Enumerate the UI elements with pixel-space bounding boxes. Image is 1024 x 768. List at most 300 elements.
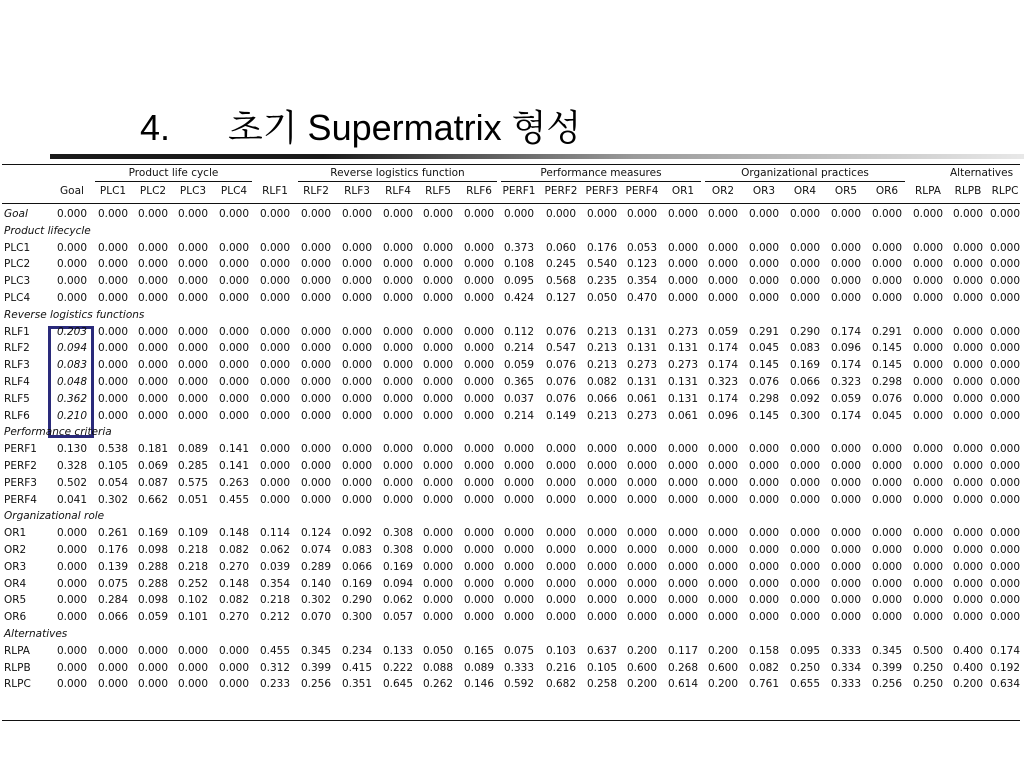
row-label: PLC1 [4, 241, 31, 254]
table-cell: 0.000 [382, 325, 414, 338]
table-cell: 0.000 [341, 443, 373, 456]
table-cell: 0.000 [952, 208, 984, 220]
table-cell: 0.000 [871, 208, 903, 220]
row-label: RLF6 [4, 409, 30, 422]
table-cell: 0.645 [382, 678, 414, 691]
table-cell: 0.000 [707, 527, 739, 540]
table-cell: 0.000 [871, 292, 903, 304]
table-cell: 0.000 [422, 544, 454, 556]
table-cell: 0.000 [503, 493, 535, 506]
table-cell: 0.284 [97, 594, 129, 607]
table-cell: 0.000 [463, 392, 495, 405]
row-label: RLPA [4, 644, 30, 657]
table-cell: 0.158 [748, 644, 780, 657]
table-cell: 0.066 [97, 611, 129, 624]
table-cell: 0.000 [177, 661, 209, 674]
table-cell: 0.000 [667, 611, 699, 624]
table-cell: 0.000 [830, 493, 862, 506]
group-header: Product life cycle [128, 167, 219, 179]
column-header: OR5 [834, 185, 858, 197]
table-cell: 0.000 [989, 258, 1021, 271]
table-cell: 0.000 [382, 208, 414, 220]
table-cell: 0.000 [382, 292, 414, 304]
table-cell: 0.300 [789, 409, 821, 422]
table-cell: 0.000 [586, 460, 618, 472]
table-cell: 0.000 [952, 258, 984, 271]
table-cell: 0.000 [871, 544, 903, 556]
table-cell: 0.000 [422, 527, 454, 540]
table-cell: 0.181 [137, 443, 169, 456]
table-cell: 0.213 [586, 409, 618, 422]
table-cell: 0.000 [748, 577, 780, 590]
table-cell: 0.222 [382, 661, 414, 674]
table-cell: 0.302 [300, 594, 332, 607]
column-header: Goal [60, 185, 84, 197]
table-cell: 0.000 [707, 611, 739, 624]
table-cell: 0.592 [503, 678, 535, 691]
table-cell: 0.000 [422, 460, 454, 472]
table-cell: 0.000 [871, 611, 903, 624]
table-cell: 0.145 [871, 342, 903, 355]
table-cell: 0.575 [177, 476, 209, 489]
table-cell: 0.000 [748, 241, 780, 254]
table-cell: 0.000 [56, 594, 88, 607]
table-cell: 0.000 [300, 342, 332, 355]
table-cell: 0.000 [545, 611, 577, 624]
table-cell: 0.000 [56, 292, 88, 304]
column-header: RLF1 [262, 185, 288, 197]
table-cell: 0.174 [830, 359, 862, 372]
table-cell: 0.060 [545, 241, 577, 254]
table-cell: 0.000 [300, 258, 332, 271]
table-cell: 0.761 [748, 678, 780, 691]
row-label: RLF5 [4, 392, 30, 405]
table-cell: 0.000 [341, 325, 373, 338]
table-cell: 0.050 [422, 644, 454, 657]
table-cell: 0.000 [952, 292, 984, 304]
table-cell: 0.000 [422, 359, 454, 372]
table-cell: 0.096 [707, 409, 739, 422]
table-cell: 0.000 [259, 275, 291, 288]
column-header: RLF6 [466, 185, 492, 197]
table-cell: 0.101 [177, 611, 209, 624]
table-cell: 0.000 [830, 611, 862, 624]
column-header: RLF3 [344, 185, 370, 197]
row-label: Goal [4, 208, 28, 220]
table-cell: 0.000 [789, 560, 821, 573]
table-cell: 0.000 [707, 258, 739, 271]
title-divider [50, 154, 1024, 159]
table-cell: 0.000 [300, 241, 332, 254]
row-label: RLF1 [4, 325, 30, 338]
table-cell: 0.000 [586, 611, 618, 624]
table-cell: 0.000 [912, 325, 944, 338]
table-cell: 0.000 [952, 241, 984, 254]
table-cell: 0.000 [259, 409, 291, 422]
table-cell: 0.000 [463, 443, 495, 456]
table-cell: 0.000 [789, 611, 821, 624]
table-cell: 0.000 [463, 208, 495, 220]
table-cell: 0.000 [341, 258, 373, 271]
table-cell: 0.000 [830, 241, 862, 254]
table-cell: 0.400 [952, 661, 984, 674]
table-cell: 0.000 [789, 476, 821, 489]
table-cell: 0.000 [989, 208, 1021, 220]
table-cell: 0.174 [830, 409, 862, 422]
table-cell: 0.000 [789, 527, 821, 540]
table-cell: 0.000 [667, 493, 699, 506]
table-cell: 0.000 [912, 493, 944, 506]
table-cell: 0.146 [463, 678, 495, 691]
table-cell: 0.000 [300, 409, 332, 422]
table-cell: 0.415 [341, 661, 373, 674]
table-cell: 0.092 [341, 527, 373, 540]
table-cell: 0.000 [177, 208, 209, 220]
table-cell: 0.000 [422, 376, 454, 388]
table-cell: 0.273 [667, 325, 699, 338]
table-cell: 0.000 [912, 208, 944, 220]
table-cell: 0.000 [177, 342, 209, 355]
column-header: RLPC [991, 185, 1019, 197]
group-header: Alternatives [950, 167, 1014, 179]
table-cell: 0.203 [56, 325, 88, 338]
column-header: RLF2 [303, 185, 329, 197]
table-cell: 0.333 [503, 661, 535, 674]
table-cell: 0.000 [748, 527, 780, 540]
table-cell: 0.088 [422, 661, 454, 674]
table-cell: 0.273 [626, 409, 658, 422]
table-cell: 0.000 [545, 577, 577, 590]
table-cell: 0.000 [341, 376, 373, 388]
table-cell: 0.000 [97, 258, 129, 271]
table-cell: 0.256 [300, 678, 332, 691]
table-cell: 0.000 [300, 460, 332, 472]
table-cell: 0.076 [871, 392, 903, 405]
table-cell: 0.076 [545, 376, 577, 388]
table-cell: 0.045 [871, 409, 903, 422]
table-cell: 0.682 [545, 678, 577, 691]
table-cell: 0.214 [503, 409, 535, 422]
table-cell: 0.000 [382, 275, 414, 288]
table-cell: 0.200 [952, 678, 984, 691]
table-cell: 0.000 [503, 594, 535, 607]
table-cell: 0.000 [341, 460, 373, 472]
table-cell: 0.000 [56, 241, 88, 254]
table-cell: 0.000 [177, 678, 209, 691]
table-cell: 0.547 [545, 342, 577, 355]
table-cell: 0.000 [218, 292, 250, 304]
table-cell: 0.000 [300, 392, 332, 405]
table-cell: 0.083 [789, 342, 821, 355]
table-cell: 0.000 [626, 527, 658, 540]
table-cell: 0.000 [667, 594, 699, 607]
table-cell: 0.000 [97, 376, 129, 388]
table-cell: 0.000 [667, 544, 699, 556]
table-cell: 0.000 [707, 241, 739, 254]
table-cell: 0.000 [382, 342, 414, 355]
table-cell: 0.066 [341, 560, 373, 573]
table-cell: 0.000 [952, 544, 984, 556]
table-cell: 0.062 [259, 544, 291, 556]
table-cell: 0.050 [586, 292, 618, 304]
table-cell: 0.000 [56, 644, 88, 657]
table-cell: 0.000 [300, 493, 332, 506]
table-cell: 0.000 [952, 376, 984, 388]
table-cell: 0.000 [707, 493, 739, 506]
table-cell: 0.000 [463, 359, 495, 372]
table-cell: 0.076 [545, 392, 577, 405]
table-cell: 0.300 [341, 611, 373, 624]
table-cell: 0.066 [586, 392, 618, 405]
table-cell: 0.000 [748, 493, 780, 506]
table-cell: 0.000 [545, 476, 577, 489]
table-cell: 0.000 [626, 476, 658, 489]
table-cell: 0.000 [789, 460, 821, 472]
table-cell: 0.000 [341, 275, 373, 288]
table-cell: 0.000 [137, 661, 169, 674]
table-cell: 0.000 [503, 443, 535, 456]
table-cell: 0.000 [707, 443, 739, 456]
table-cell: 0.082 [218, 544, 250, 556]
table-cell: 0.000 [912, 359, 944, 372]
table-cell: 0.000 [748, 594, 780, 607]
table-cell: 0.000 [989, 594, 1021, 607]
table-cell: 0.092 [789, 392, 821, 405]
table-cell: 0.000 [463, 493, 495, 506]
table-cell: 0.000 [707, 460, 739, 472]
table-cell: 0.000 [382, 476, 414, 489]
table-cell: 0.000 [667, 560, 699, 573]
table-cell: 0.000 [871, 241, 903, 254]
table-cell: 0.000 [989, 392, 1021, 405]
table-cell: 0.000 [341, 342, 373, 355]
table-cell: 0.000 [586, 208, 618, 220]
table-cell: 0.000 [341, 241, 373, 254]
table-cell: 0.000 [422, 443, 454, 456]
table-cell: 0.362 [56, 392, 88, 405]
table-cell: 0.000 [912, 476, 944, 489]
table-cell: 0.000 [341, 292, 373, 304]
row-label: OR5 [4, 594, 27, 607]
table-cell: 0.540 [586, 258, 618, 271]
table-cell: 0.000 [830, 527, 862, 540]
table-cell: 0.655 [789, 678, 821, 691]
table-cell: 0.000 [952, 460, 984, 472]
table-cell: 0.000 [830, 460, 862, 472]
table-cell: 0.000 [748, 258, 780, 271]
table-cell: 0.000 [218, 644, 250, 657]
table-cell: 0.000 [830, 577, 862, 590]
table-cell: 0.354 [259, 577, 291, 590]
table-cell: 0.285 [177, 460, 209, 472]
table-cell: 0.000 [789, 275, 821, 288]
table-cell: 0.258 [586, 678, 618, 691]
table-cell: 0.000 [56, 661, 88, 674]
table-cell: 0.214 [503, 342, 535, 355]
table-cell: 0.083 [56, 359, 88, 372]
table-cell: 0.200 [707, 644, 739, 657]
table-cell: 0.261 [97, 527, 129, 540]
table-cell: 0.000 [463, 544, 495, 556]
row-label: PERF4 [4, 493, 37, 506]
table-cell: 0.000 [218, 208, 250, 220]
table-cell: 0.000 [952, 409, 984, 422]
table-cell: 0.000 [748, 476, 780, 489]
table-cell: 0.000 [382, 443, 414, 456]
table-cell: 0.109 [177, 527, 209, 540]
table-cell: 0.000 [626, 493, 658, 506]
table-cell: 0.399 [300, 661, 332, 674]
table-cell: 0.000 [989, 275, 1021, 288]
table-cell: 0.000 [137, 342, 169, 355]
table-cell: 0.470 [626, 292, 658, 304]
table-cell: 0.000 [707, 560, 739, 573]
table-cell: 0.000 [177, 275, 209, 288]
table-cell: 0.061 [626, 392, 658, 405]
table-cell: 0.000 [586, 527, 618, 540]
table-cell: 0.000 [300, 443, 332, 456]
table-cell: 0.000 [789, 544, 821, 556]
table-cell: 0.124 [300, 527, 332, 540]
table-cell: 0.000 [912, 409, 944, 422]
table-cell: 0.000 [626, 443, 658, 456]
table-cell: 0.000 [871, 460, 903, 472]
table-cell: 0.000 [545, 544, 577, 556]
table-cell: 0.400 [952, 644, 984, 657]
table-cell: 0.095 [789, 644, 821, 657]
table-cell: 0.000 [97, 661, 129, 674]
table-cell: 0.000 [667, 443, 699, 456]
row-label: PLC4 [4, 292, 31, 304]
table-cell: 0.082 [218, 594, 250, 607]
table-cell: 0.000 [137, 678, 169, 691]
table-cell: 0.000 [667, 476, 699, 489]
table-cell: 0.000 [830, 476, 862, 489]
table-cell: 0.000 [912, 460, 944, 472]
table-cell: 0.169 [382, 560, 414, 573]
table-cell: 0.000 [989, 241, 1021, 254]
table-cell: 0.000 [707, 594, 739, 607]
table-cell: 0.130 [56, 443, 88, 456]
table-cell: 0.000 [667, 258, 699, 271]
table-cell: 0.455 [259, 644, 291, 657]
group-header: Reverse logistics function [330, 167, 465, 179]
table-cell: 0.000 [97, 392, 129, 405]
table-cell: 0.273 [667, 359, 699, 372]
table-cell: 0.333 [830, 644, 862, 657]
table-cell: 0.000 [382, 359, 414, 372]
table-cell: 0.502 [56, 476, 88, 489]
table-cell: 0.210 [56, 409, 88, 422]
table-cell: 0.000 [989, 409, 1021, 422]
table-cell: 0.133 [382, 644, 414, 657]
table-cell: 0.000 [422, 577, 454, 590]
table-cell: 0.000 [748, 544, 780, 556]
table-cell: 0.000 [218, 376, 250, 388]
table-cell: 0.000 [707, 275, 739, 288]
table-cell: 0.000 [789, 258, 821, 271]
table-cell: 0.000 [137, 409, 169, 422]
table-cell: 0.000 [626, 208, 658, 220]
table-cell: 0.298 [748, 392, 780, 405]
table-cell: 0.000 [667, 527, 699, 540]
table-cell: 0.212 [259, 611, 291, 624]
table-cell: 0.000 [830, 560, 862, 573]
table-cell: 0.000 [545, 460, 577, 472]
table-cell: 0.000 [463, 611, 495, 624]
table-cell: 0.000 [97, 678, 129, 691]
table-cell: 0.000 [97, 275, 129, 288]
table-cell: 0.000 [952, 527, 984, 540]
table-cell: 0.174 [830, 325, 862, 338]
table-cell: 0.000 [667, 292, 699, 304]
table-cell: 0.333 [830, 678, 862, 691]
table-cell: 0.291 [748, 325, 780, 338]
row-label: RLF3 [4, 359, 30, 372]
table-cell: 0.000 [177, 325, 209, 338]
table-cell: 0.000 [422, 325, 454, 338]
table-cell: 0.262 [422, 678, 454, 691]
table-cell: 0.000 [871, 560, 903, 573]
table-cell: 0.000 [989, 493, 1021, 506]
column-header: PLC3 [179, 185, 207, 197]
table-cell: 0.095 [503, 275, 535, 288]
table-cell: 0.000 [707, 577, 739, 590]
table-cell: 0.039 [259, 560, 291, 573]
table-cell: 0.000 [259, 476, 291, 489]
table-cell: 0.000 [218, 409, 250, 422]
table-cell: 0.000 [667, 577, 699, 590]
table-cell: 0.000 [259, 241, 291, 254]
row-label: RLPB [4, 661, 31, 674]
table-cell: 0.000 [748, 292, 780, 304]
table-cell: 0.000 [137, 376, 169, 388]
table-cell: 0.000 [989, 476, 1021, 489]
table-cell: 0.000 [259, 359, 291, 372]
table-cell: 0.000 [218, 392, 250, 405]
table-cell: 0.250 [912, 661, 944, 674]
table-cell: 0.000 [830, 544, 862, 556]
table-cell: 0.000 [545, 443, 577, 456]
table-cell: 0.351 [341, 678, 373, 691]
table-cell: 0.145 [871, 359, 903, 372]
table-cell: 0.000 [259, 292, 291, 304]
table-cell: 0.500 [912, 644, 944, 657]
table-cell: 0.000 [341, 392, 373, 405]
group-header: Performance measures [540, 167, 662, 179]
row-label: OR3 [4, 560, 27, 573]
table-cell: 0.000 [912, 275, 944, 288]
table-cell: 0.059 [503, 359, 535, 372]
table-cell: 0.000 [56, 611, 88, 624]
table-cell: 0.075 [503, 644, 535, 657]
table-cell: 0.000 [382, 258, 414, 271]
table-cell: 0.000 [259, 342, 291, 355]
column-header: OR2 [711, 185, 735, 197]
table-cell: 0.000 [871, 594, 903, 607]
table-cell: 0.234 [341, 644, 373, 657]
table-cell: 0.000 [56, 258, 88, 271]
table-cell: 0.000 [341, 208, 373, 220]
table-cell: 0.000 [422, 292, 454, 304]
table-cell: 0.139 [97, 560, 129, 573]
column-header: PLC2 [139, 185, 167, 197]
section-label: Reverse logistics functions [4, 308, 145, 321]
table-cell: 0.000 [259, 460, 291, 472]
table-cell: 0.614 [667, 678, 699, 691]
table-cell: 0.000 [586, 476, 618, 489]
table-cell: 0.075 [97, 577, 129, 590]
